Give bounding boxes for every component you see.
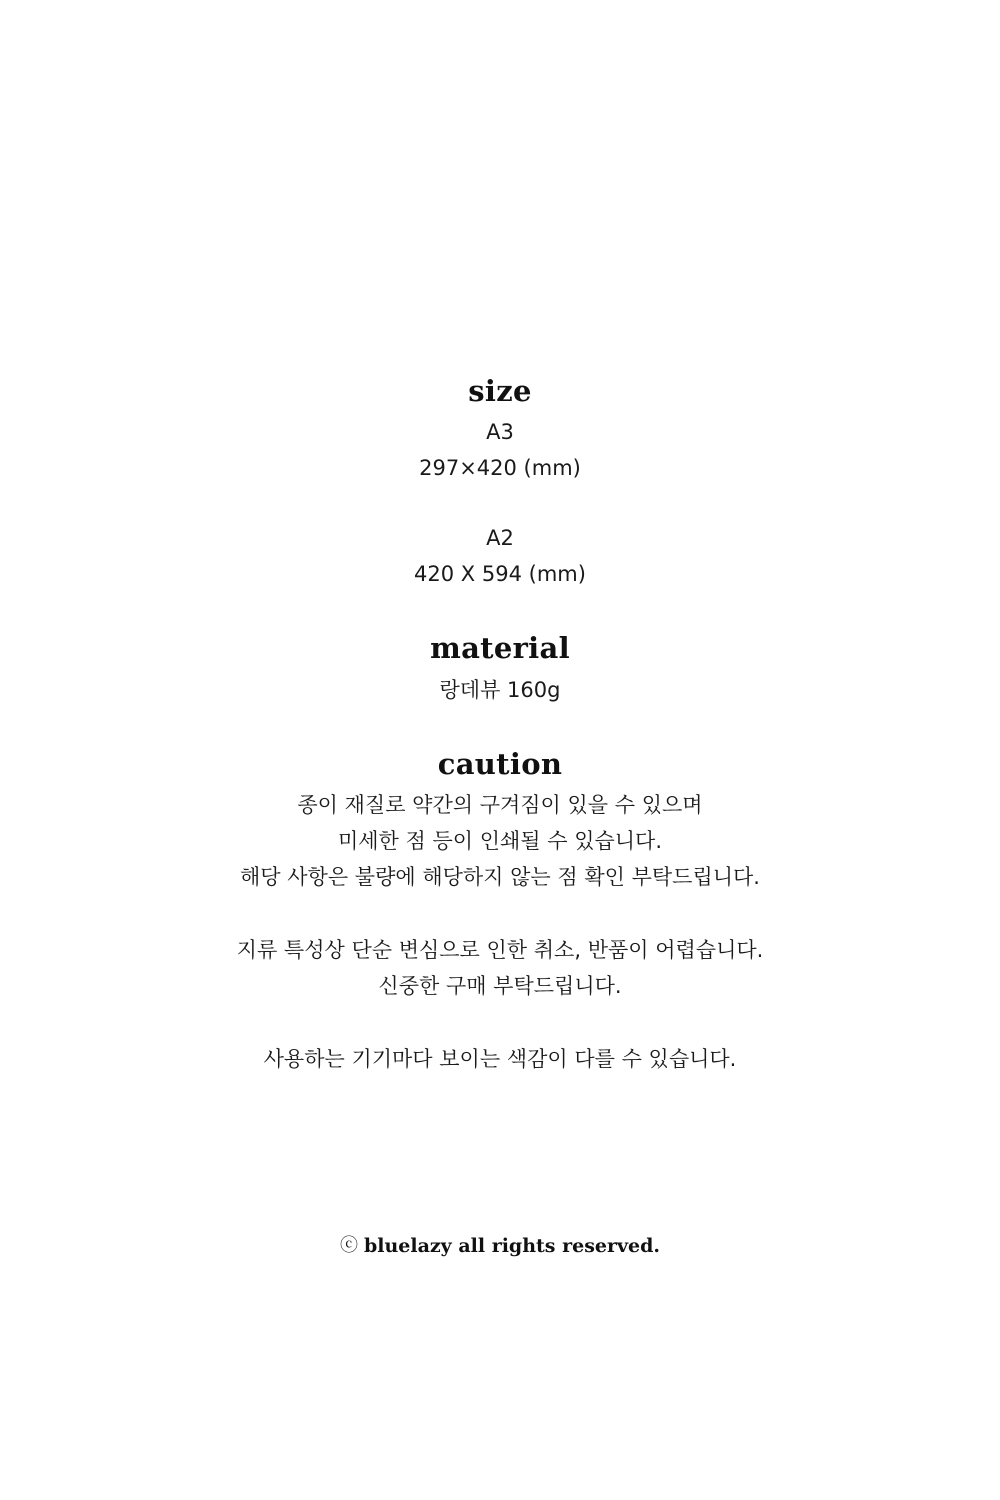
caution-line: 종이 재질로 약간의 구겨짐이 있을 수 있으며 <box>297 793 703 817</box>
caution-line: 미세한 점 등이 인쇄될 수 있습니다. <box>337 829 663 853</box>
caution-line: 해당 사항은 불량에 해당하지 않는 점 확인 부탁드립니다. <box>240 865 760 889</box>
material-value: 랑데뷰 160g <box>439 678 561 702</box>
caution-heading: caution <box>437 747 563 781</box>
size-heading: size <box>468 374 532 408</box>
a3-label: A3 <box>486 420 514 444</box>
a2-label: A2 <box>486 526 514 550</box>
copyright-footer <box>0 1232 1000 1261</box>
copyright-text: bluelazy all rights reserved. <box>363 1235 661 1257</box>
material-heading: material <box>430 631 570 665</box>
caution-line: 신중한 구매 부탁드립니다. <box>378 974 622 998</box>
caution-line: 사용하는 기기마다 보이는 색감이 다를 수 있습니다. <box>263 1047 737 1071</box>
copyright-icon: ⓒ <box>339 1235 358 1256</box>
a3-dimensions: 297×420 (mm) <box>419 456 581 480</box>
a2-dimensions: 420 X 594 (mm) <box>414 562 586 586</box>
caution-line: 지류 특성상 단순 변심으로 인한 취소, 반품이 어렵습니다. <box>236 938 764 962</box>
